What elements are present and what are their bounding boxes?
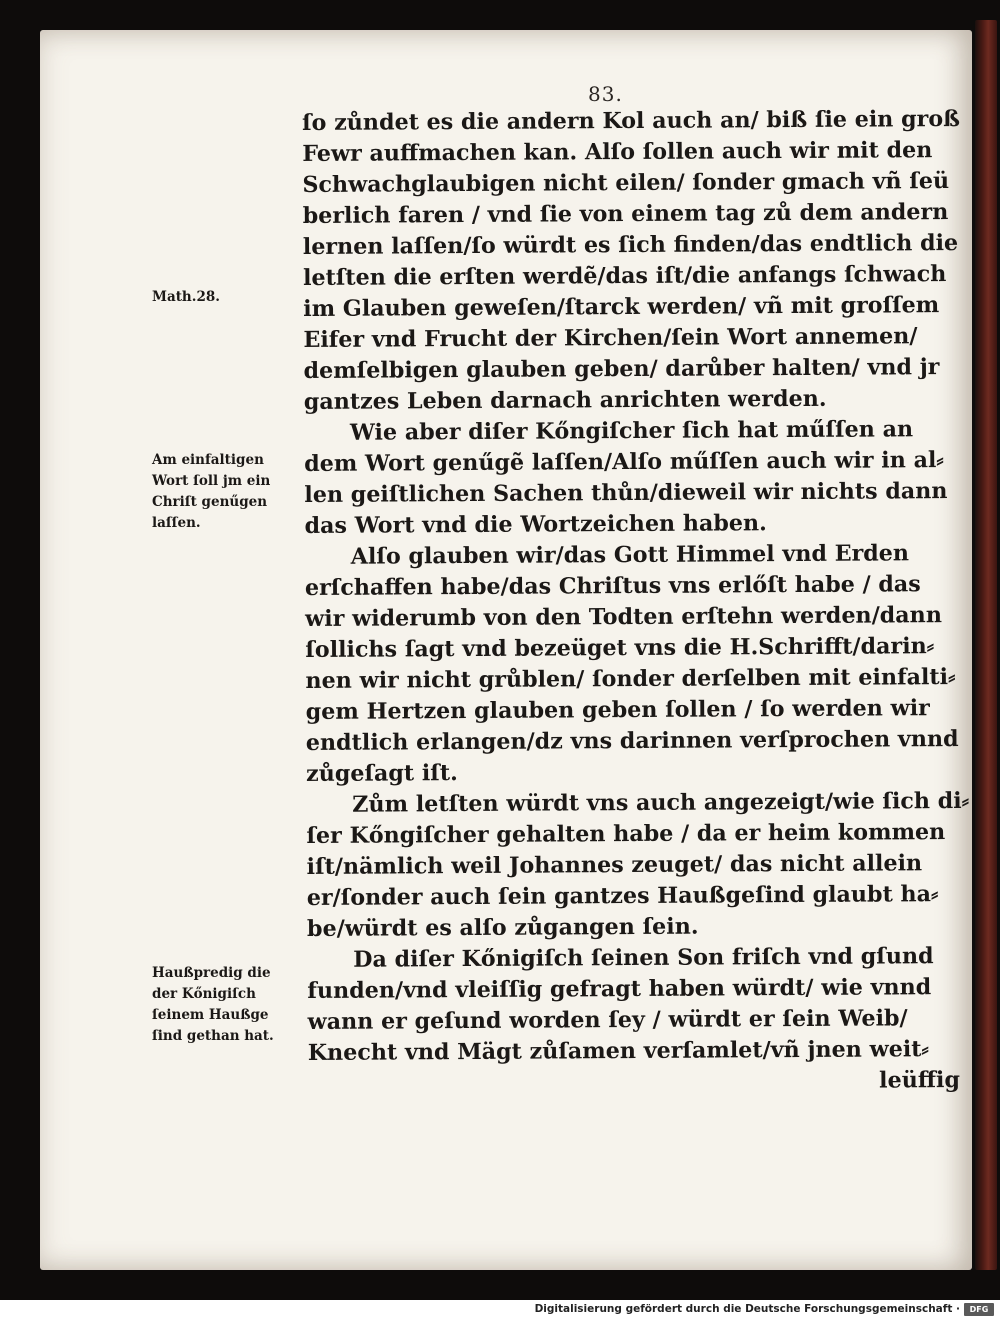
text-line: Knecht vnd Mägt zůſamen verſamlet/vñ jnen weit⸗ — [307, 1036, 929, 1066]
text-line: Da diſer Kőnigiſch ſeinen Son friſch vnd gſund — [353, 943, 934, 973]
dfg-logo: DFG — [964, 1303, 994, 1316]
text-line: gantzes Leben darnach anrichten werden. — [303, 385, 827, 415]
margin-note-line: Wort ſoll jm ein — [152, 473, 271, 489]
page-number: 83. — [588, 82, 623, 106]
text-line: iſt/nämlich weil Johannes zeuget/ das nicht allein — [306, 850, 923, 880]
text-line: Wie aber diſer Kőngiſcher ſich hat műſſen an — [349, 416, 914, 446]
text-line: das Wort vnd die Wortzeichen haben. — [304, 510, 767, 539]
text-line: Alſo glauben wir/das Gott Himmel vnd Erden — [350, 540, 910, 570]
text-line: Schwachglaubigen nicht eilen/ ſonder gmach vñ ſeü — [302, 168, 950, 198]
text-line: gem Hertzen glauben geben ſollen / ſo werden wir — [305, 695, 930, 725]
margin-note-line: Haußpredig die — [152, 965, 271, 981]
book-edge — [975, 20, 997, 1270]
margin-note-line: ſind gethan hat. — [152, 1028, 274, 1044]
text-line: berlich faren / vnd ſie von einem tag zů dem andern — [302, 199, 949, 229]
text-line: leüffig — [879, 1066, 961, 1094]
text-line: funden/vnd vleiſſig gefragt haben würdt/ wie vnnd — [307, 974, 932, 1004]
text-line: ſo zůndet es die andern Kol auch an/ biß ſie ein groß — [302, 105, 961, 136]
text-line: Zům letſten würdt vns auch angezeigt/wie ſich di⸗ — [352, 787, 970, 818]
text-line: im Glauben geweſen/ſtarck werden/ vñ mit groſſem — [303, 292, 940, 322]
margin-note-line: der Kőnigiſch — [152, 986, 256, 1002]
margin-note-hausspredig — [152, 963, 317, 1047]
margin-note-line: Math.28. — [152, 289, 220, 305]
text-line: ſer Kőngiſcher gehalten habe / da er heim kommen — [306, 819, 946, 849]
footer-bar — [0, 1300, 1000, 1319]
text-line: erſchaffen habe/das Chriſtus vns erlőſt habe / das — [304, 571, 921, 601]
margin-note-einfaltigen-wort — [152, 450, 317, 534]
text-line: dem Wort genűgẽ laſſen/Alſo műſſen auch wir in al⸗ — [304, 447, 944, 477]
text-line: ſollichs ſagt vnd bezeüget vns die H.Schrifft/darin⸗ — [305, 633, 935, 663]
text-line: endtlich erlangen/dz vns darinnen verſprochen vnnd — [305, 726, 959, 756]
body-text — [302, 104, 968, 1100]
funding-credit: Digitalisierung gefördert durch die Deutsche Forschungsgemeinschaft · — [534, 1303, 960, 1315]
text-line: lernen laſſen/ſo würdt es ſich finden/das endtlich die — [302, 229, 959, 260]
text-line: nen wir nicht grůblen/ ſonder derſelben mit einfalti⸗ — [305, 664, 956, 694]
text-line: er/ſonder auch ſein gantzes Haußgeſind glaubt ha⸗ — [306, 881, 939, 911]
margin-note-line: Chriſt genűgen — [152, 494, 268, 510]
margin-note-line: laſſen. — [152, 515, 201, 531]
text-line: demſelbigen glauben geben/ darůber halten/ vnd jr — [303, 354, 940, 384]
text-line: zůgeſagt iſt. — [305, 760, 458, 787]
text-line: len geiſtlichen Sachen thůn/dieweil wir nichts dann — [304, 478, 948, 508]
text-line: wann er geſund worden ſey / würdt er ſein Weib/ — [307, 1005, 908, 1035]
text-line: Eifer vnd Frucht der Kirchen/ſein Wort annemen/ — [303, 323, 918, 353]
margin-note-matthew — [152, 287, 317, 308]
margin-note-line: ſeinem Haußge — [152, 1007, 269, 1023]
margin-note-line: Am einfaltigen — [152, 452, 264, 468]
text-line: letſten die erſten werdẽ/das iſt/die anfangs ſchwach — [302, 261, 947, 291]
text-line: Fewr auffmachen kan. Alſo ſollen auch wir mit den — [302, 137, 933, 167]
text-line: wir widerumb von den Todten erſtehn werden/dann — [305, 602, 942, 632]
text-line: be/würdt es alſo zůgangen ſein. — [306, 913, 699, 942]
